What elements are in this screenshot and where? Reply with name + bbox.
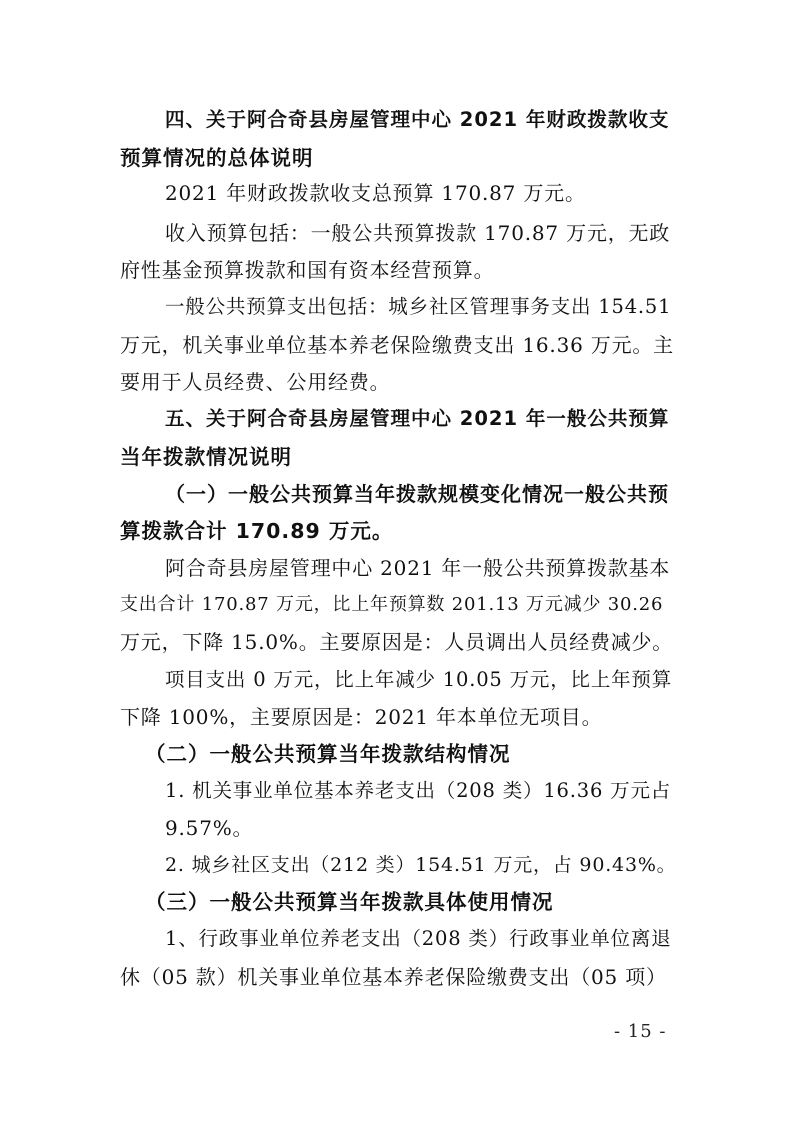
subsection-1-heading-line-2: 算拨款合计 170.89 万元。 xyxy=(120,519,394,543)
subsection-1-heading-line-1: （一）一般公共预算当年拨款规模变化情况一般公共预 xyxy=(165,482,669,506)
expenditure-line-3: 要用于人员经费、公用经费。 xyxy=(120,370,391,394)
income-budget-line-2: 府性基金预算拨款和国有资本经营预算。 xyxy=(120,258,495,282)
structure-item-2: 2. 城乡社区支出（212 类）154.51 万元，占 90.43%。 xyxy=(165,854,677,876)
basic-expenditure-line-3: 万元，下降 15.0%。主要原因是：人员调出人员经费减少。 xyxy=(120,630,674,654)
income-budget-line-1: 收入预算包括：一般公共预算拨款 170.87 万元，无政 xyxy=(165,221,671,245)
project-expenditure-line-1: 项目支出 0 万元，比上年减少 10.05 万元，比上年预算 xyxy=(165,668,673,691)
usage-item-1-line-1: 1、行政事业单位养老支出（208 类）行政事业单位离退 xyxy=(165,927,672,950)
subsection-3-heading: （三）一般公共预算当年拨款具体使用情况 xyxy=(145,890,554,914)
expenditure-line-2: 万元，机关事业单位基本养老保险缴费支出 16.36 万元。主 xyxy=(120,333,674,357)
basic-expenditure-line-1: 阿合奇县房屋管理中心 2021 年一般公共预算拨款基本 xyxy=(165,556,671,580)
expenditure-line-1: 一般公共预算支出包括：城乡社区管理事务支出 154.51 xyxy=(165,295,672,318)
total-budget-paragraph: 2021 年财政拨款收支总预算 170.87 万元。 xyxy=(165,181,586,205)
subsection-2-heading: （二）一般公共预算当年拨款结构情况 xyxy=(145,742,511,766)
structure-item-1-line-2: 9.57%。 xyxy=(165,816,254,840)
section-4-heading-line-1: 四、关于阿合奇县房屋管理中心 2021 年财政拨款收支 xyxy=(165,108,670,131)
basic-expenditure-line-2: 支出合计 170.87 万元，比上年预算数 201.13 万元减少 30.26 xyxy=(120,594,664,615)
usage-item-1-line-2: 休（05 款）机关事业单位基本养老保险缴费支出（05 项） xyxy=(120,965,667,989)
section-4-heading-line-2: 预算情况的总体说明 xyxy=(120,146,314,170)
structure-item-1-line-1: 1. 机关事业单位基本养老支出（208 类）16.36 万元占 xyxy=(165,779,672,802)
page-number: - 15 - xyxy=(614,1021,667,1042)
section-5-heading-line-2: 当年拨款情况说明 xyxy=(120,445,292,469)
section-5-heading-line-1: 五、关于阿合奇县房屋管理中心 2021 年一般公共预算 xyxy=(165,407,670,430)
project-expenditure-line-2: 下降 100%，主要原因是：2021 年本单位无项目。 xyxy=(120,705,603,729)
